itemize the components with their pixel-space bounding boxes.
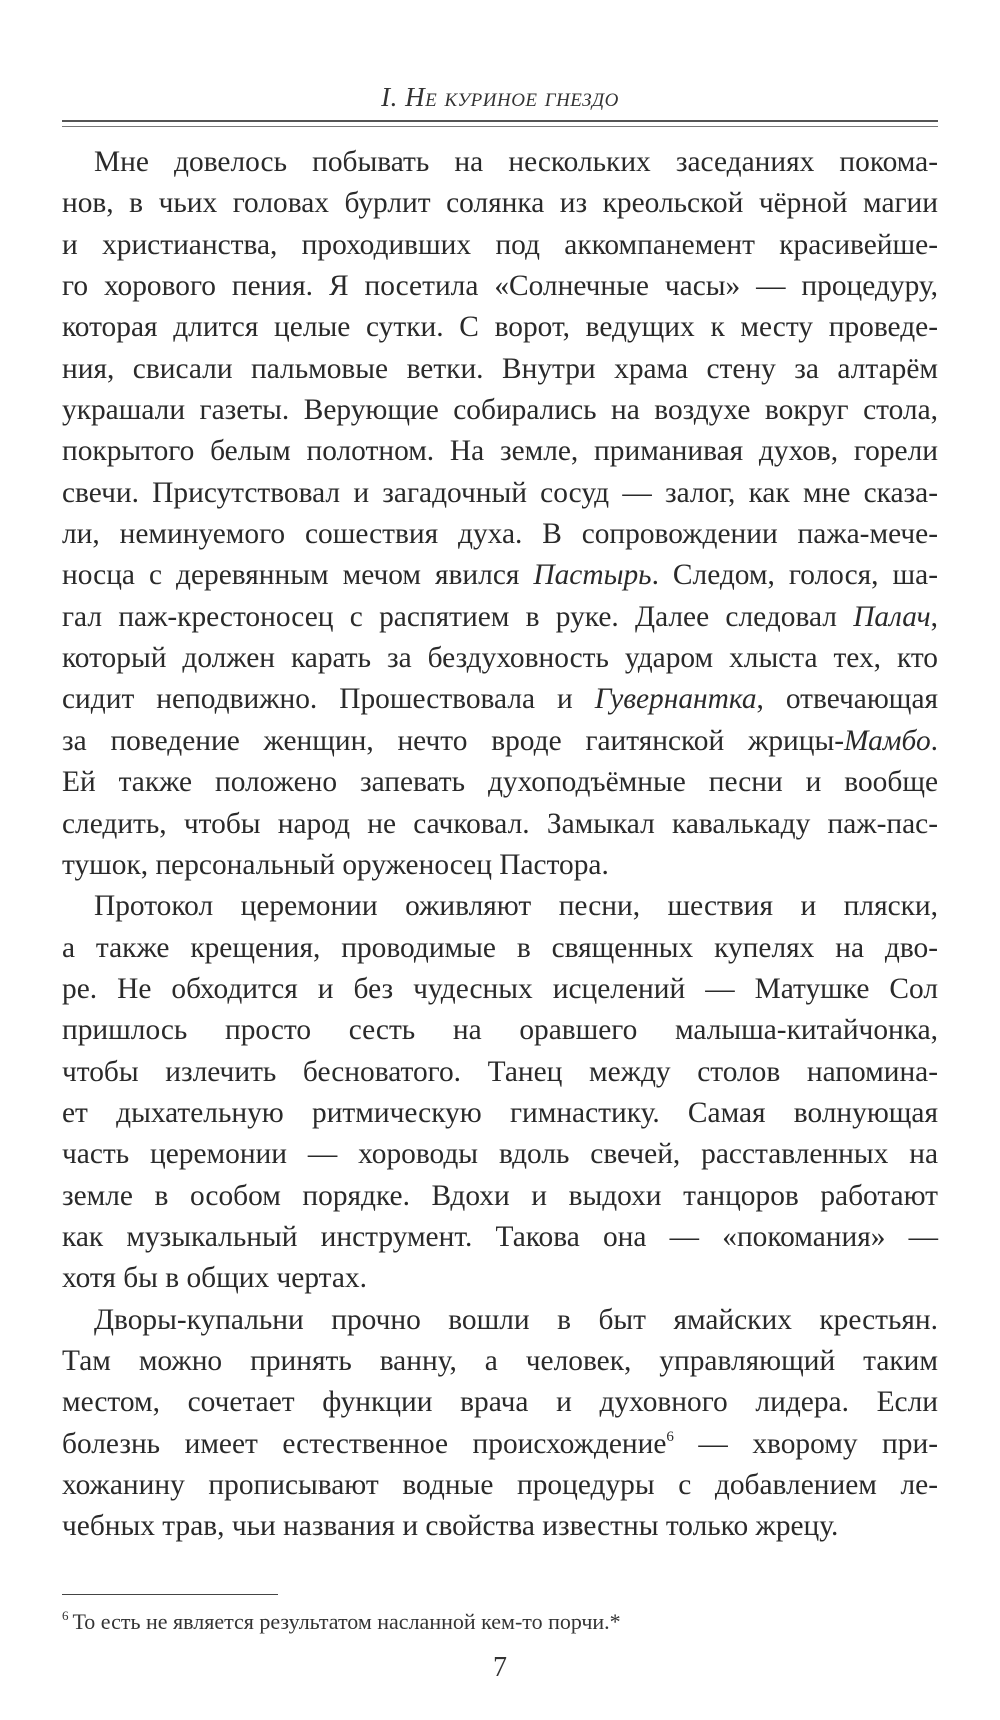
text-line <box>62 721 938 762</box>
text-line: чтобы излечить бесноватого. Танец между столов напомина- <box>62 1055 938 1088</box>
text-run: , <box>930 600 938 633</box>
text-run: . <box>930 724 938 757</box>
text-line: нов, в чьих головах бурлит солянка из креольской чёрной магии <box>62 187 938 220</box>
text-line: го хорового пения. Я посетила «Солнечные часы» — процедуру, <box>62 270 938 303</box>
header-rule-thick <box>62 120 938 122</box>
text-line: тушок, персональный оруженосец Пастора. <box>62 848 609 881</box>
text-run: . Следом, голося, ша- <box>651 559 938 592</box>
text-line <box>62 1424 938 1465</box>
text-line: ли, неминуемого сошествия духа. В сопровождении пажа-мече- <box>62 518 938 551</box>
text-line: украшали газеты. Верующие собирались на воздухе вокруг стола, <box>62 394 938 427</box>
text-line: земле в особом порядке. Вдохи и выдохи танцоров работают <box>62 1179 938 1212</box>
text-line: покрытого белым полотном. На земле, приманивая духов, горели <box>62 435 938 468</box>
text-line: и христианства, проходивших под аккомпанемент красивейше- <box>62 228 938 261</box>
text-line <box>62 597 938 638</box>
running-head <box>0 82 1000 113</box>
text-run: носца с деревянным мечом явился <box>62 559 534 592</box>
text-line: Протокол церемонии оживляют песни, шествия и пляски, <box>94 890 938 923</box>
text-line: Дворы-купальни прочно вошли в быт ямайских крестьян. <box>94 1303 938 1336</box>
text-line <box>62 555 938 596</box>
text-line: ет дыхательную ритмическую гимнастику. Самая волнующая <box>62 1096 938 1129</box>
paragraph-2 <box>62 886 938 1299</box>
text-line <box>62 679 938 720</box>
footnote-marker: 6 <box>62 1608 69 1623</box>
page-number: 7 <box>493 1652 507 1683</box>
text-line: следить, чтобы народ не сачковал. Замыкал кавалькаду паж-пас- <box>62 807 938 840</box>
text-run: , отвечающая <box>756 683 939 716</box>
footnote <box>62 1607 938 1637</box>
text-line: который должен карать за бездуховность ударом хлыста тех, кто <box>62 642 938 675</box>
text-line: пришлось просто сесть на оравшего малыша-китайчонка, <box>62 1014 938 1047</box>
paragraph-3 <box>62 1300 938 1548</box>
footnote-separator <box>62 1594 278 1595</box>
emphasis-mambo: Мамбо <box>844 724 931 757</box>
text-line: свечи. Присутствовал и загадочный сосуд — залог, как мне сказа- <box>62 476 938 509</box>
running-head-title: Не куриное гнездо <box>405 82 619 112</box>
emphasis-palach: Палач <box>853 600 931 633</box>
text-line: ния, свисали пальмовые ветки. Внутри храма стену за алтарём <box>62 352 938 385</box>
emphasis-pastyr: Пастырь <box>533 559 652 592</box>
footnote-text: То есть не является результатом насланной кем-то порчи.* <box>72 1609 621 1634</box>
text-line: Ей также положено запевать духоподъёмные песни и вообще <box>62 766 938 799</box>
running-head-numeral: I. <box>381 82 398 112</box>
text-line: местом, сочетает функции врача и духовного лидера. Если <box>62 1386 938 1419</box>
text-run: сидит неподвижно. Прошествовала и <box>62 683 595 716</box>
text-run: гал паж-крестоносец с распятием в руке. Далее следовал <box>62 600 854 633</box>
text-line: а также крещения, проводимые в священных купелях на дво- <box>62 931 938 964</box>
text-run: — хворому при- <box>673 1427 938 1460</box>
footnote-reference[interactable]: 6 <box>666 1428 674 1445</box>
text-line: которая длится целые сутки. С ворот, ведущих к месту проведе- <box>62 311 938 344</box>
text-run: за поведение женщин, нечто вроде гаитянской жрицы- <box>62 724 845 757</box>
paragraph-1 <box>62 142 938 886</box>
text-line: как музыкальный инструмент. Такова она — «покомания» — <box>62 1220 938 1253</box>
text-line: ре. Не обходится и без чудесных исцелений — Матушке Сол <box>62 972 938 1005</box>
text-line: Там можно принять ванну, а человек, управляющий таким <box>62 1344 938 1377</box>
emphasis-guvernantka: Гувернантка <box>594 683 757 716</box>
text-line: хотя бы в общих чертах. <box>62 1262 367 1295</box>
text-line: часть церемонии — хороводы вдоль свечей, расставленных на <box>62 1138 938 1171</box>
text-line: Мне довелось побывать на нескольких заседаниях покома- <box>94 146 938 178</box>
text-line: хожанину прописывают водные процедуры с добавлением ле- <box>62 1469 938 1501</box>
body-text <box>62 142 938 1548</box>
header-rule-thin <box>62 126 938 127</box>
text-line: чебных трав, чьи названия и свойства известны только жрецу. <box>62 1510 839 1543</box>
text-run: болезнь имеет естественное происхождение <box>62 1427 667 1460</box>
